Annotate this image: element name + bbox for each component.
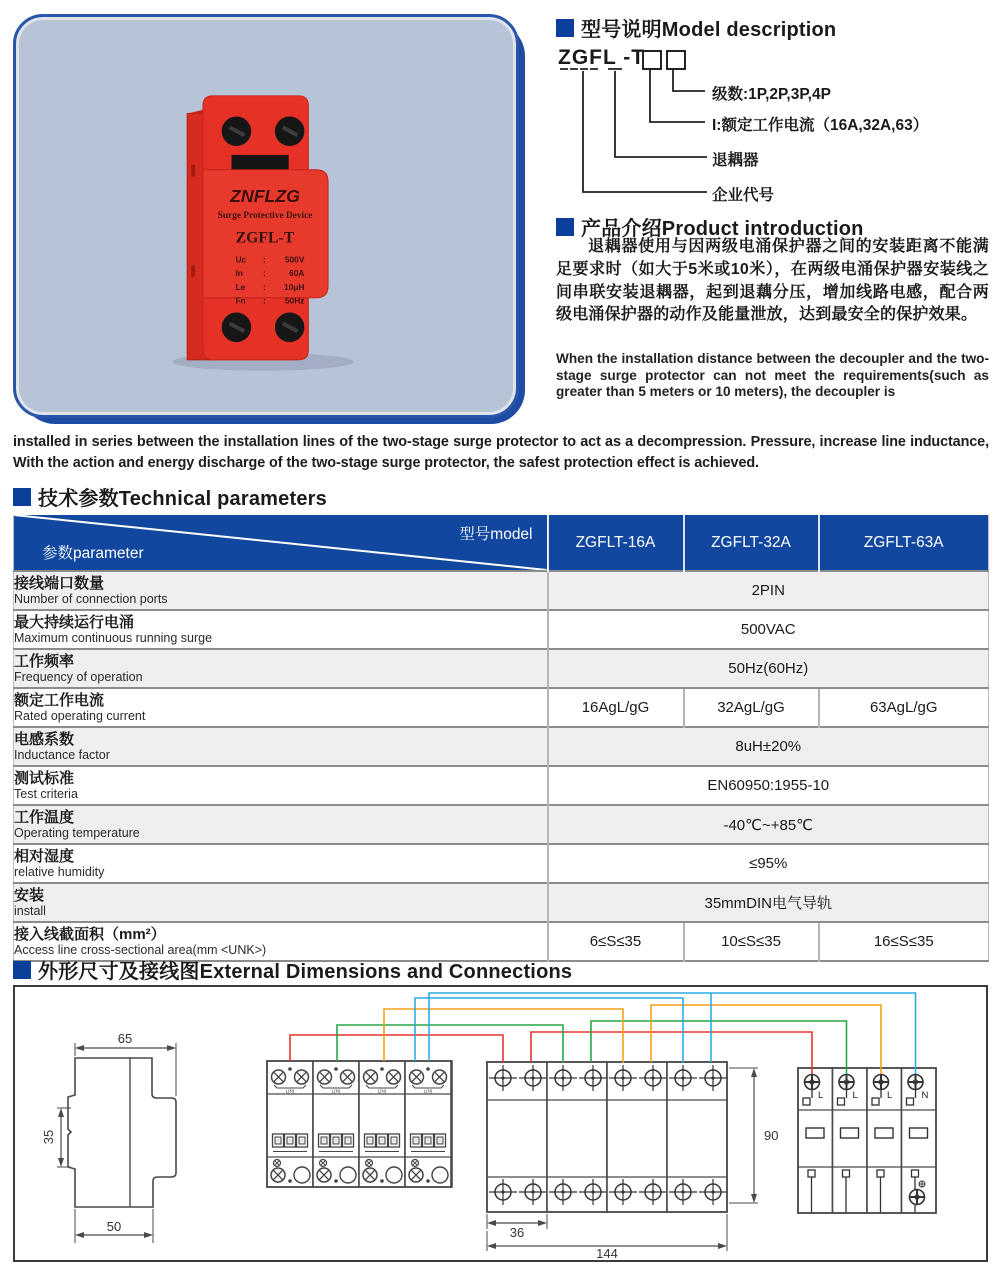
device-bottom-block <box>203 295 308 360</box>
param-en: Access line cross-sectional area(mm <UNK>) <box>14 943 267 957</box>
product-photo-frame <box>13 14 519 418</box>
device-model: ZGFL-T <box>235 229 295 247</box>
device-spec-value: 50Hz <box>284 295 305 306</box>
device-top-block <box>203 96 308 171</box>
device-spec-key: Uc <box>235 254 247 265</box>
param-value: 63AgL/gG <box>819 688 989 727</box>
table-row <box>14 844 989 883</box>
device-spec-value: 500V <box>284 254 305 265</box>
param-cn: 工作频率 <box>14 653 75 670</box>
model-tree-label-decoupler: 退耦器 <box>712 152 759 169</box>
param-cn: 相对湿度 <box>14 848 75 865</box>
param-en: Inductance factor <box>14 748 110 762</box>
table-header-row <box>14 515 989 571</box>
model-tree-lines <box>556 40 726 200</box>
technical-parameters-table <box>13 515 989 962</box>
param-value: 2PIN <box>548 571 989 610</box>
param-value: 6≤S≤35 <box>548 922 684 961</box>
device-subtitle: Surge Protective Device <box>217 210 313 221</box>
device-brand: ZNFLZG <box>230 186 300 207</box>
param-cn: 安装 <box>14 887 45 904</box>
terminal-label: L <box>818 1090 824 1101</box>
introduction-chinese-text: 退耦器使用与因两级电涌保护器之间的安装距离不能满足要求时（如大于5米或10米），在两级电涌保护器安装线之间串联安装退耦器，起到退藕分压，增加线路电感，配合两级电涌保护器的动作及能量泄放，达到最安全的保护效果。 <box>556 238 989 324</box>
introduction-english-text-continued: installed in series between the installation lines of the two-stage surge protector to act as a decompression. Pressure, increase line inductance, With the action and energy discharge of the two-stage surge protector, the safest protection effect is achieved. <box>13 434 989 471</box>
dimensions-diagram <box>13 985 988 1262</box>
table-row <box>14 649 989 688</box>
param-en: Test criteria <box>14 787 78 801</box>
terminal-label: L <box>852 1090 858 1101</box>
param-cn: 额定工作电流 <box>14 692 105 709</box>
profile-dim-left: 35 <box>41 1129 56 1145</box>
panel-dim-height: 90 <box>764 1128 779 1143</box>
technical-parameters-heading <box>13 482 327 511</box>
section-marker-icon <box>13 488 31 506</box>
corner-label-parameter: 参数parameter <box>42 545 144 562</box>
column-header-model-63a: ZGFLT-63A <box>819 515 989 571</box>
product-device-illustration <box>16 17 516 415</box>
product-introduction-heading-text: 产品介绍Product introduction <box>581 218 864 240</box>
table-row <box>14 727 989 766</box>
device-spec-sep: : <box>263 295 266 306</box>
dimensions-heading <box>13 955 572 984</box>
param-value: 16AgL/gG <box>548 688 684 727</box>
param-value: ≤95% <box>548 844 989 883</box>
dimensions-diagram-svg: L(N) 65 35 50 90 36 144 L L L N <box>13 985 988 1262</box>
section-marker-icon <box>556 218 574 236</box>
param-value: 50Hz(60Hz) <box>548 649 989 688</box>
panel-dim-module-width: 36 <box>509 1225 525 1240</box>
table-row <box>14 571 989 610</box>
param-en: Number of connection ports <box>14 592 168 606</box>
param-cn: 接入线截面积（mm²） <box>14 926 166 943</box>
section-marker-icon <box>13 961 31 979</box>
param-value: 500VAC <box>548 610 989 649</box>
terminal-label: L <box>887 1090 893 1101</box>
device-spec-key: Le <box>235 281 246 292</box>
param-value: 8uH±20% <box>548 727 989 766</box>
param-value: 10≤S≤35 <box>684 922 819 961</box>
param-en: relative humidity <box>14 865 105 879</box>
model-tree-label-poles: 级数:1P,2P,3P,4P <box>712 86 831 103</box>
profile-dim-top: 65 <box>117 1031 133 1046</box>
terminal-panel <box>487 1062 778 1261</box>
param-cn: 电感系数 <box>14 731 75 748</box>
device-spec-sep: : <box>263 268 266 279</box>
device-spec-key: In <box>235 268 243 279</box>
section-marker-icon <box>556 19 574 37</box>
profile-dim-bottom: 50 <box>106 1219 122 1234</box>
model-description-heading-text: 型号说明Model description <box>581 19 837 41</box>
technical-parameters-heading-text: 技术参数Technical parameters <box>38 488 327 510</box>
terminal-label: N <box>921 1090 929 1101</box>
param-cn: 测试标准 <box>14 770 75 787</box>
column-header-model-16a: ZGFLT-16A <box>548 515 684 571</box>
column-header-model-32a: ZGFLT-32A <box>684 515 819 571</box>
device-spec-sep: : <box>263 254 266 265</box>
param-value: -40℃~+85℃ <box>548 805 989 844</box>
introduction-english-text: When the installation distance between the decoupler and the two-stage surge protector can not meet the requirements(such as greater than 5 meters or 10 meters), the decoupler is <box>556 351 989 400</box>
param-value: 16≤S≤35 <box>819 922 989 961</box>
model-code: ZGFL -T <box>558 46 646 69</box>
model-tree-label-current: I:额定工作电流（16A,32A,63） <box>712 117 929 134</box>
table-row <box>14 883 989 922</box>
device-spec-key: Fn <box>235 295 246 306</box>
spd-module-group <box>798 1068 936 1213</box>
param-cn: 最大持续运行电涌 <box>14 614 135 631</box>
panel-dim-total-width: 144 <box>596 1246 618 1261</box>
param-cn: 接线端口数量 <box>14 575 105 592</box>
device-label-band <box>203 170 328 306</box>
param-en: Rated operating current <box>14 709 146 723</box>
table-row <box>14 766 989 805</box>
param-en: install <box>14 904 46 918</box>
model-description-heading <box>556 13 836 42</box>
device-spec-value: 10μH <box>283 281 305 292</box>
dimensions-heading-text: 外形尺寸及接线图External Dimensions and Connections <box>38 961 573 983</box>
table-row <box>14 610 989 649</box>
profile-drawing <box>57 1043 176 1243</box>
device-spec-sep: : <box>263 281 266 292</box>
param-cn: 工作温度 <box>14 809 75 826</box>
table-row <box>14 688 989 727</box>
device-spec-value: 60A <box>289 268 305 279</box>
param-en: Operating temperature <box>14 826 140 840</box>
table-row <box>14 805 989 844</box>
param-value: EN60950:1955-10 <box>548 766 989 805</box>
param-en: Maximum continuous running surge <box>14 631 213 645</box>
param-en: Frequency of operation <box>14 670 143 684</box>
param-value: 35mmDIN电气导轨 <box>548 883 989 922</box>
decoupler-module-group <box>267 1061 452 1187</box>
table-corner-cell <box>14 515 548 571</box>
param-value: 32AgL/gG <box>684 688 819 727</box>
corner-label-model: 型号model <box>459 526 533 543</box>
model-tree-label-company: 企业代号 <box>712 187 775 204</box>
